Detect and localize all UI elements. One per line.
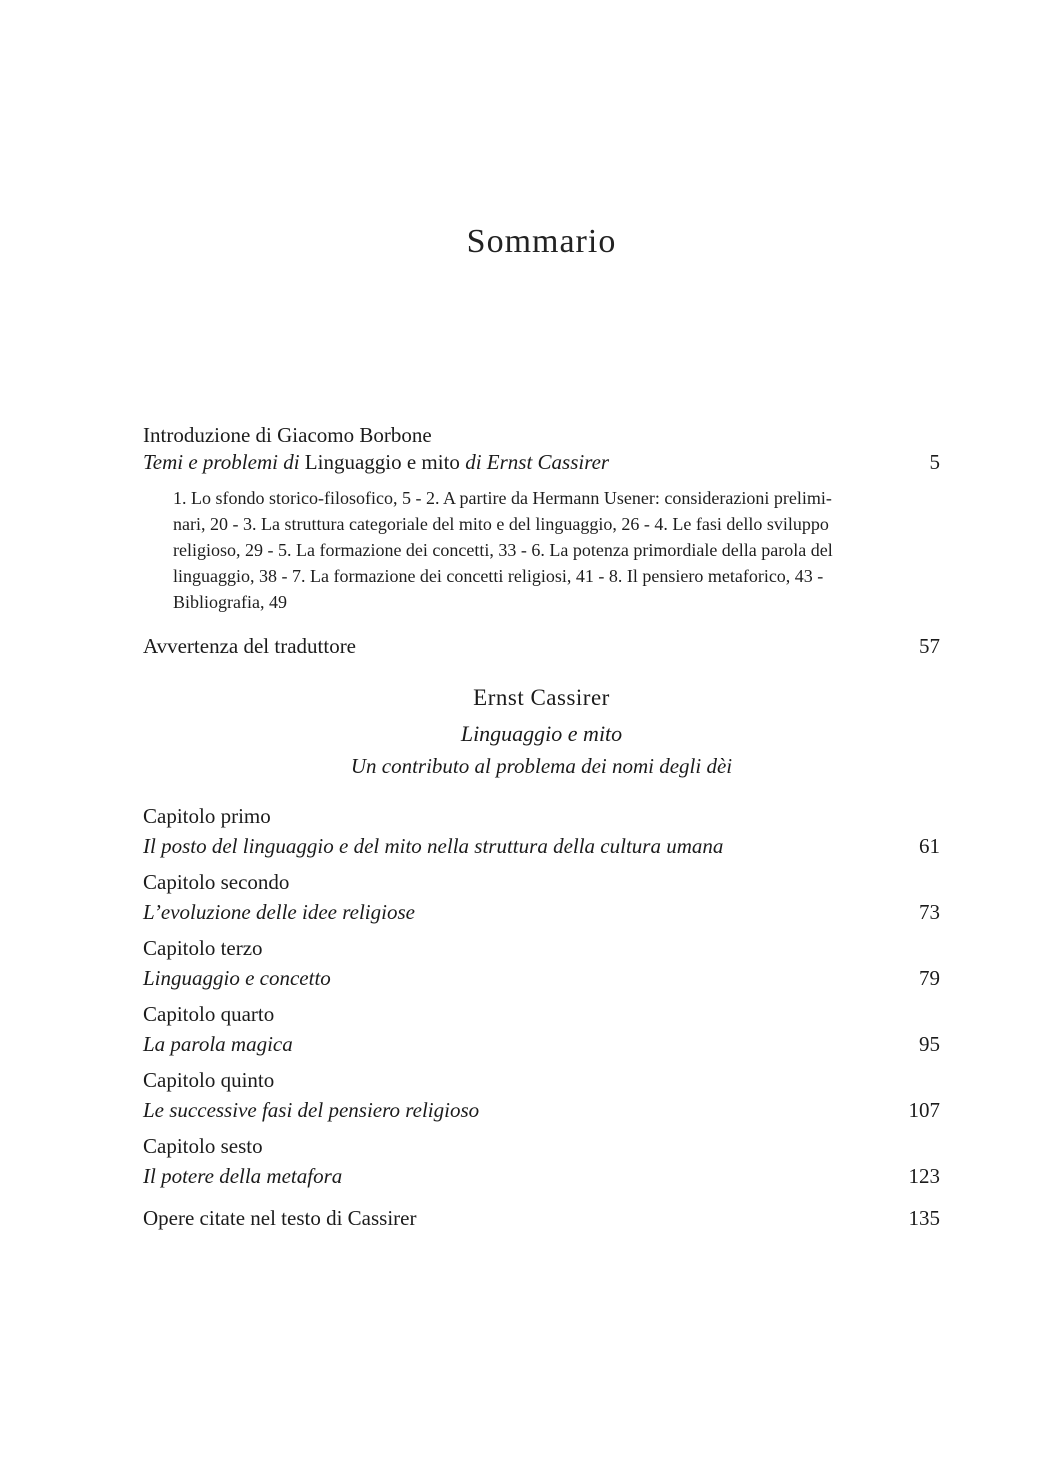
toc-entry-introduction: [143, 422, 940, 615]
avvertenza-label: Avvertenza del traduttore: [143, 634, 357, 658]
toc-entry-chapter-5: [143, 1065, 940, 1125]
chapter-label: Capitolo sesto: [143, 1134, 263, 1158]
toc-entry-chapter-3: [143, 933, 940, 993]
page-title: Sommario: [466, 223, 617, 260]
book-heading-block: [143, 683, 940, 782]
chapter-page-number: 123: [908, 1164, 940, 1188]
intro-subtitle-italic-2: di Ernst Cassirer: [459, 450, 610, 474]
opere-citate-label: Opere citate nel testo di Cassirer: [143, 1206, 417, 1230]
chapter-label: Capitolo quinto: [143, 1068, 275, 1092]
book-author: Ernst Cassirer: [473, 685, 610, 710]
intro-detail-line: Bibliografia, 49: [173, 592, 287, 612]
chapter-title: La parola magica: [143, 1032, 293, 1056]
toc-entry-chapter-4: [143, 999, 940, 1059]
toc-entry-chapter-2: [143, 867, 940, 927]
chapter-page-number: 73: [919, 900, 940, 924]
chapter-title: Il potere della metafora: [143, 1164, 343, 1188]
chapter-page-number: 107: [908, 1098, 940, 1122]
chapter-label: Capitolo quarto: [143, 1002, 275, 1026]
chapter-page-number: 79: [919, 966, 940, 990]
chapter-title: Il posto del linguaggio e del mito nella struttura della cultura umana: [143, 834, 724, 858]
intro-detail-line: linguaggio, 38 - 7. La formazione dei concetti religiosi, 41 - 8. Il pensiero metaforico, 43 -: [173, 566, 824, 586]
toc-entry-opere-citate: [143, 1205, 940, 1232]
book-title: Linguaggio e mito: [460, 721, 623, 746]
chapter-list: [143, 801, 940, 1191]
intro-section-list: [173, 485, 940, 615]
intro-subtitle: [143, 449, 609, 476]
intro-subtitle-row: [143, 449, 940, 476]
intro-heading: Introduzione di Giacomo Borbone: [143, 423, 432, 447]
intro-subtitle-italic-1: Temi e problemi di: [143, 450, 305, 474]
chapter-page-number: 61: [919, 834, 940, 858]
intro-page-number: 5: [929, 450, 940, 474]
opere-citate-page-number: 135: [908, 1206, 940, 1230]
avvertenza-page-number: 57: [919, 634, 940, 658]
intro-detail-line: nari, 20 - 3. La struttura categoriale del mito e del linguaggio, 26 - 4. Le fasi dello sviluppo: [173, 514, 829, 534]
chapter-page-number: 95: [919, 1032, 940, 1056]
chapter-label: Capitolo terzo: [143, 936, 263, 960]
intro-detail-line: 1. Lo sfondo storico-filosofico, 5 - 2. A partire da Hermann Usener: considerazioni prelimi-: [173, 488, 832, 508]
toc-entry-chapter-6: [143, 1131, 940, 1191]
chapter-label: Capitolo secondo: [143, 870, 290, 894]
book-subtitle: Un contributo al problema dei nomi degli dèi: [350, 754, 733, 778]
intro-subtitle-roman: Linguaggio e mito: [304, 450, 460, 474]
chapter-title: L’evoluzione delle idee religiose: [143, 900, 415, 924]
toc-entry-avvertenza: [143, 633, 940, 660]
chapter-title: Le successive fasi del pensiero religioso: [143, 1098, 480, 1122]
chapter-title: Linguaggio e concetto: [143, 966, 331, 990]
intro-detail-line: religioso, 29 - 5. La formazione dei concetti, 33 - 6. La potenza primordiale della parola del: [173, 540, 833, 560]
chapter-label: Capitolo primo: [143, 804, 271, 828]
toc-entry-chapter-1: [143, 801, 940, 861]
